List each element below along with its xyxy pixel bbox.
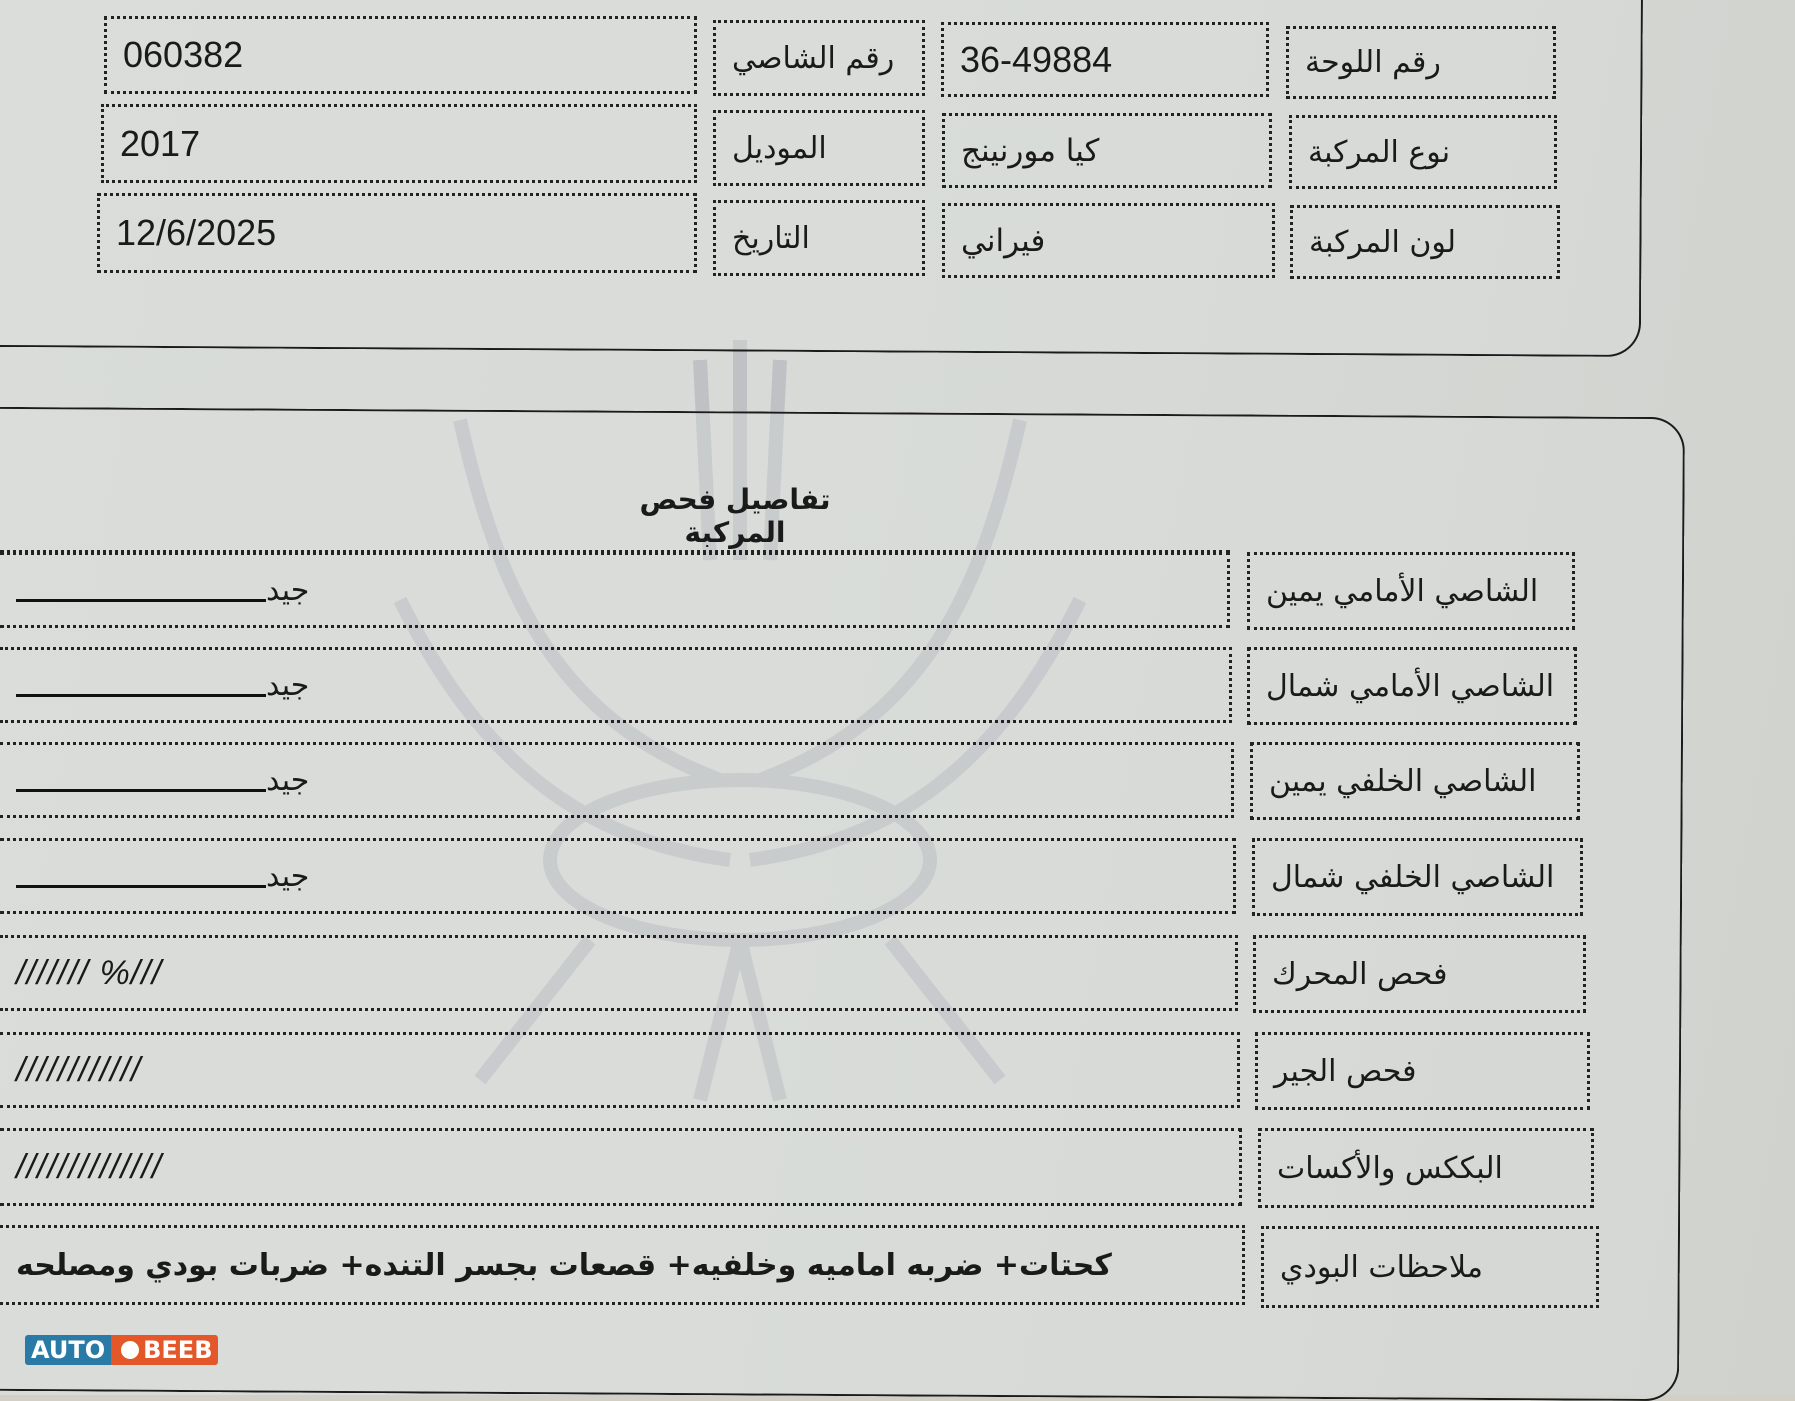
plate-number-label xyxy=(1286,26,1556,99)
front-right-chassis-label xyxy=(1247,552,1575,630)
rear-left-chassis-value xyxy=(0,838,1236,914)
wheel-icon xyxy=(119,1339,141,1361)
date-label xyxy=(713,200,925,276)
value-text: 060382 xyxy=(123,34,244,75)
model-label xyxy=(713,110,925,186)
logo-auto-text: AUTO xyxy=(25,1335,111,1365)
value-text: 12/6/2025 xyxy=(116,212,277,253)
differential-axles-label xyxy=(1258,1128,1594,1208)
value-text: كحتات+ ضربه اماميه وخلفيه+ قصعات بجسر التنده+ ضربات بودي ومصلحه xyxy=(16,1247,1112,1283)
label-text: لون المركبة xyxy=(1309,224,1456,260)
plate-number-value xyxy=(941,22,1269,97)
status-good xyxy=(16,859,309,894)
vehicle-color-label xyxy=(1290,205,1560,279)
gearbox-check-label xyxy=(1255,1032,1590,1110)
vehicle-type-label xyxy=(1289,115,1557,189)
label-text: التاريخ xyxy=(732,220,810,256)
label-text: ملاحظات البودي xyxy=(1280,1249,1483,1285)
status-good xyxy=(16,763,309,798)
label-text: فحص الجير xyxy=(1274,1053,1417,1089)
status-good xyxy=(16,668,309,703)
value-text: 2017 xyxy=(120,122,201,164)
value-text: 36-49884 xyxy=(960,38,1113,80)
engine-check-value xyxy=(0,935,1238,1011)
value-text: //////////// xyxy=(16,1050,142,1089)
date-value xyxy=(97,193,697,273)
label-text: الشاصي الأمامي يمين xyxy=(1266,573,1539,609)
body-notes-label xyxy=(1261,1226,1599,1308)
rear-right-chassis-label xyxy=(1250,742,1580,820)
chassis-number-label xyxy=(713,20,925,96)
label-text: فحص المحرك xyxy=(1272,956,1448,992)
front-right-chassis-value xyxy=(0,552,1230,628)
vehicle-color-value xyxy=(942,203,1275,278)
inspection-title: تفاصيل فحص المركبة xyxy=(639,483,831,549)
label-text: الشاصي الأمامي شمال xyxy=(1266,668,1555,704)
value-text: جيد xyxy=(266,762,310,798)
value-text: جيد xyxy=(266,858,310,894)
model-value xyxy=(101,104,697,183)
value-text: /////// %/// xyxy=(16,953,163,992)
label-text: البككس والأكسات xyxy=(1277,1150,1503,1186)
value-text: ////////////// xyxy=(16,1147,163,1186)
label-text: الشاصي الخلفي يمين xyxy=(1269,763,1537,799)
rear-left-chassis-label xyxy=(1252,838,1583,916)
label-text: الشاصي الخلفي شمال xyxy=(1271,859,1555,895)
engine-check-label xyxy=(1253,935,1586,1013)
value-text: فيراني xyxy=(961,222,1046,259)
label-text: رقم اللوحة xyxy=(1305,45,1441,80)
logo-beeb-text: BEEB xyxy=(111,1335,218,1365)
front-left-chassis-label xyxy=(1247,647,1577,725)
gearbox-check-value xyxy=(0,1032,1240,1108)
value-text: جيد xyxy=(266,572,310,608)
front-left-chassis-value xyxy=(0,647,1232,723)
value-text: جيد xyxy=(266,667,310,703)
status-good xyxy=(16,573,309,608)
body-notes-value xyxy=(0,1225,1245,1305)
label-text: الموديل xyxy=(732,130,827,166)
value-text: كيا مورنينج xyxy=(961,132,1100,169)
autobeeb-logo xyxy=(25,1335,218,1365)
vehicle-type-value xyxy=(942,113,1272,188)
rear-right-chassis-value xyxy=(0,742,1234,818)
label-text: رقم الشاصي xyxy=(732,40,895,76)
differential-axles-value xyxy=(0,1128,1242,1206)
label-text: نوع المركبة xyxy=(1308,134,1451,170)
chassis-number-value xyxy=(104,16,697,94)
